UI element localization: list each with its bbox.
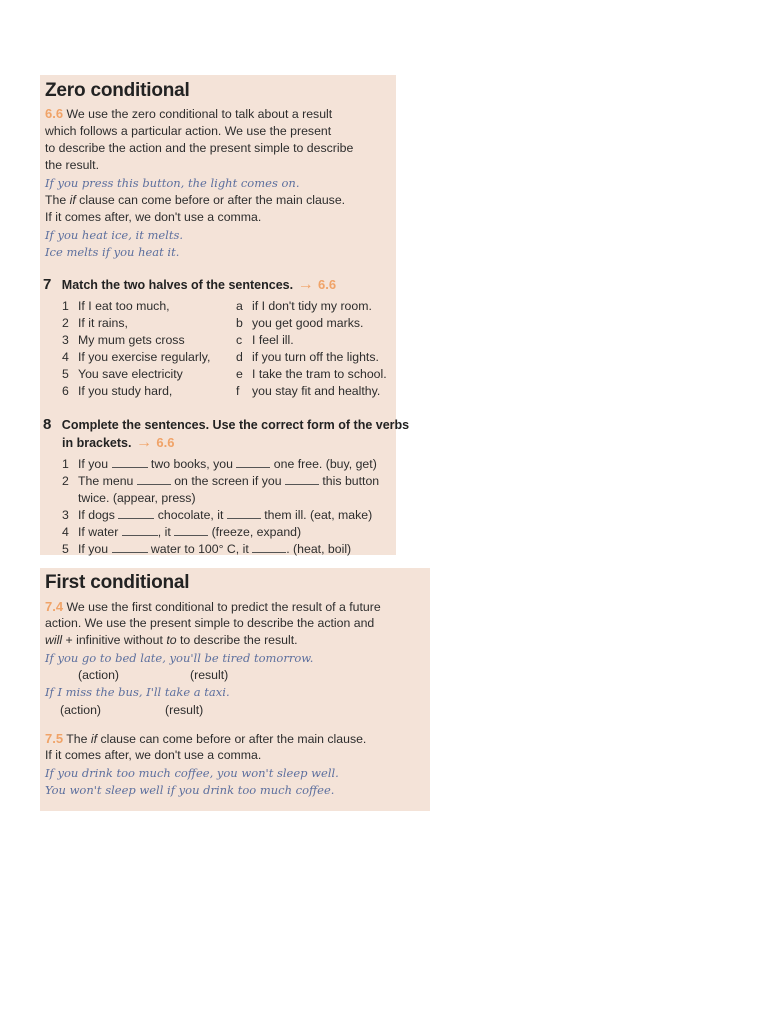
ex8-sentence: 1 If you two books, you one free. (buy, get) [62, 457, 377, 471]
action-label: (action) [78, 668, 120, 682]
first-text-line-1: 7.4 We use the first conditional to predict the result of a future [45, 599, 381, 614]
exercise-title-line-1: Complete the sentences. Use the correct form of the verbs [61, 418, 410, 432]
exercise-8-heading [43, 416, 409, 434]
arrow-icon: → [297, 276, 314, 293]
section-ref: 6.6 [318, 277, 337, 292]
ex7-right-item: b you get good marks. [236, 316, 364, 330]
answer-blank[interactable] [112, 543, 148, 553]
first-text-line-3: will + infinitive without to to describe the result. [45, 633, 298, 647]
answer-blank[interactable] [252, 543, 286, 553]
zero-example-1: If you press this button, the light comes on. [45, 176, 300, 190]
zero-example-3: Ice melts if you heat it. [45, 245, 180, 259]
answer-blank[interactable] [122, 526, 158, 536]
section-ref: 7.5 [45, 731, 64, 746]
ex7-right-item: d if you turn off the lights. [236, 350, 379, 364]
zero-text-line-4: the result. [45, 158, 99, 172]
answer-blank[interactable] [285, 475, 319, 485]
action-label: (action) [60, 703, 102, 717]
ex7-left-item: 3 My mum gets cross [62, 333, 185, 347]
ex8-sentence: 5 If you water to 100° C, it . (heat, boil) [62, 542, 352, 556]
first-example-3: If you drink too much coffee, you won't sleep well. [45, 766, 339, 780]
answer-blank[interactable] [118, 509, 154, 519]
ex7-left-item: 6 If you study hard, [62, 384, 173, 398]
ex7-right-item: c I feel ill. [236, 333, 294, 347]
ex8-sentence-continued: twice. (appear, press) [78, 491, 196, 505]
ex7-right-item: a if I don't tidy my room. [236, 299, 372, 313]
exercise-title: Match the two halves of the sentences. [61, 278, 294, 292]
zero-text-line-1: 6.6 We use the zero conditional to talk about a result [45, 106, 333, 121]
first-example-4: You won't sleep well if you drink too much coffee. [45, 783, 335, 797]
answer-blank[interactable] [227, 509, 261, 519]
first-text-line-2: action. We use the present simple to describe the action and [45, 616, 375, 630]
answer-blank[interactable] [137, 475, 171, 485]
answer-blank[interactable] [174, 526, 208, 536]
ex8-sentence: 2 The menu on the screen if you this button [62, 474, 380, 488]
first-example-1: If you go to bed late, you'll be tired tomorrow. [45, 651, 314, 665]
zero-comma-line: If it comes after, we don't use a comma. [45, 210, 262, 224]
arrow-icon: → [135, 434, 152, 451]
result-label: (result) [190, 668, 229, 682]
zero-text-line-2: which follows a particular action. We use the present [45, 124, 332, 138]
zero-clause-line: The if clause can come before or after the main clause. [45, 193, 346, 207]
exercise-number: 7 [43, 276, 52, 293]
ex8-sentence: 3 If dogs chocolate, it them ill. (eat, make) [62, 508, 373, 522]
ex7-right-item: f you stay fit and healthy. [236, 384, 381, 398]
first-clause-line: 7.5 The if clause can come before or after the main clause. [45, 731, 367, 746]
ex8-sentence: 4 If water , it (freeze, expand) [62, 525, 302, 539]
zero-conditional-title: Zero conditional [45, 80, 190, 101]
section-ref: 6.6 [45, 106, 64, 121]
result-label: (result) [165, 703, 204, 717]
zero-text-line-3: to describe the action and the present simple to describe [45, 141, 354, 155]
answer-blank[interactable] [112, 458, 148, 468]
section-ref: 7.4 [45, 599, 64, 614]
answer-blank[interactable] [236, 458, 270, 468]
zero-example-2: If you heat ice, it melts. [45, 228, 184, 242]
ex7-right-item: e I take the tram to school. [236, 367, 387, 381]
exercise-7-heading [43, 276, 336, 294]
exercise-number: 8 [43, 416, 52, 433]
section-ref: 6.6 [156, 435, 175, 450]
ex7-left-item: 1 If I eat too much, [62, 299, 170, 313]
first-example-2: If I miss the bus, I'll take a taxi. [45, 685, 230, 699]
ex7-left-item: 4 If you exercise regularly, [62, 350, 211, 364]
ex7-left-item: 5 You save electricity [62, 367, 183, 381]
exercise-8-heading-line-2: in brackets. → 6.6 [62, 434, 175, 451]
ex7-left-item: 2 If it rains, [62, 316, 128, 330]
first-comma-line: If it comes after, we don't use a comma. [45, 748, 262, 762]
first-conditional-title: First conditional [45, 572, 190, 593]
